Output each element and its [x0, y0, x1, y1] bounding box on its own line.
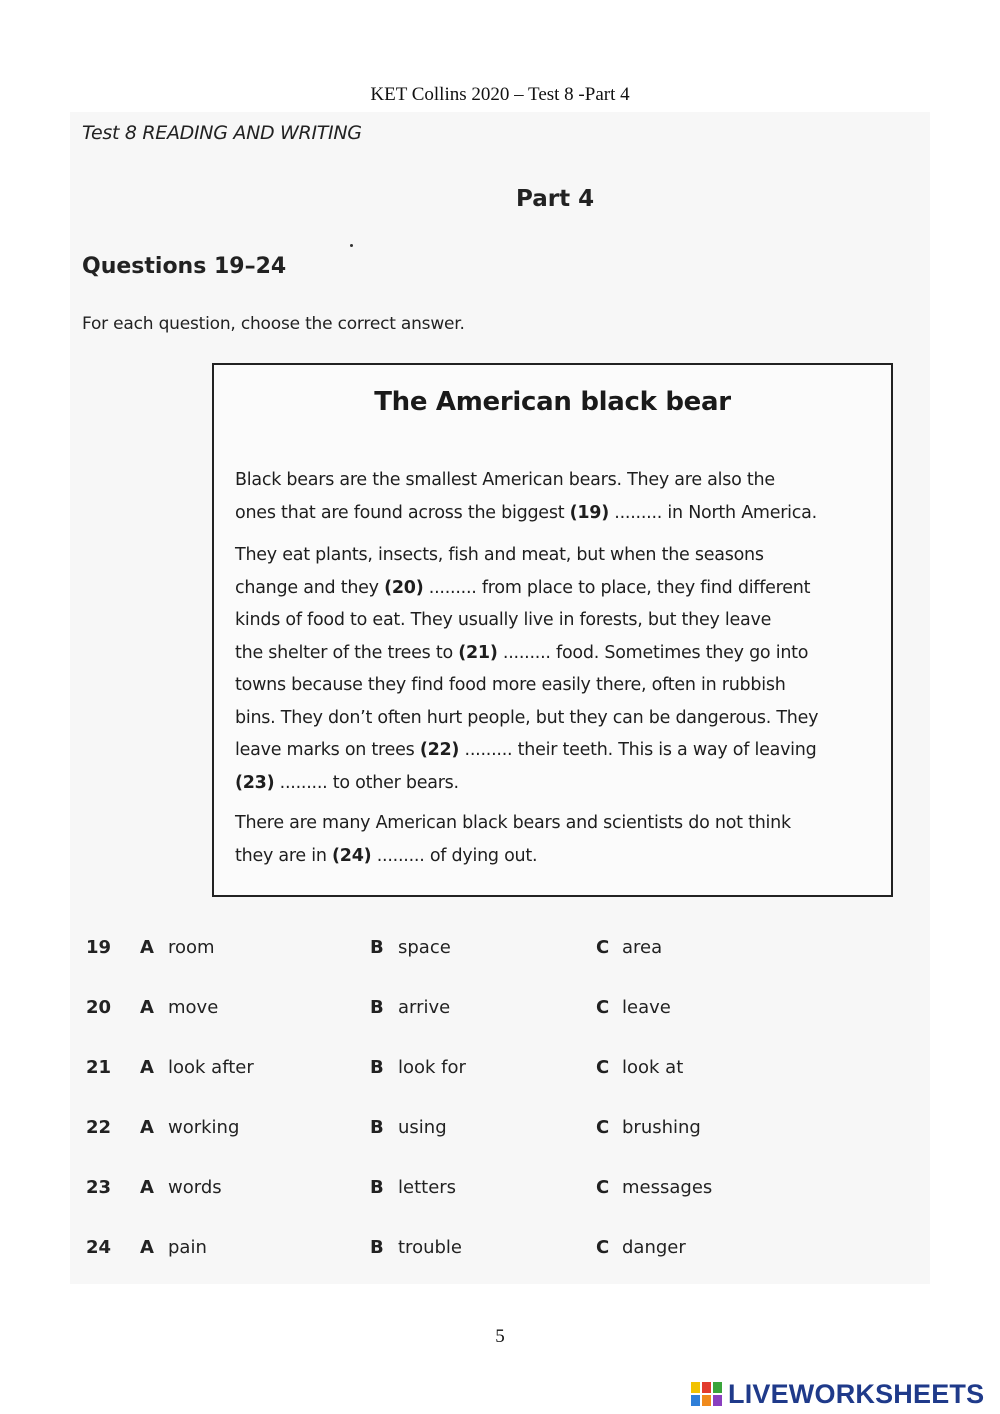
- option-a[interactable]: working: [168, 1117, 240, 1138]
- option-letter-c: C: [596, 997, 610, 1018]
- question-row-21: [0, 1057, 1000, 1087]
- option-letter-a: A: [140, 1177, 154, 1198]
- passage-line: Black bears are the smallest American bears. They are also the: [235, 470, 775, 490]
- option-letter-a: A: [140, 937, 154, 958]
- option-a[interactable]: words: [168, 1177, 222, 1198]
- option-c[interactable]: look at: [622, 1057, 684, 1078]
- option-b[interactable]: look for: [398, 1057, 466, 1078]
- option-b[interactable]: arrive: [398, 997, 451, 1018]
- passage-line: the shelter of the trees to: [235, 642, 459, 663]
- passage-paragraph-1: [235, 464, 875, 529]
- passage-line: ......... food. Sometimes they go into: [497, 642, 809, 663]
- passage-line: they are in: [235, 845, 333, 866]
- gap-19: (19): [569, 502, 609, 523]
- option-letter-b: B: [370, 1117, 384, 1138]
- passage-line: ......... to other bears.: [274, 772, 459, 793]
- question-row-23: [0, 1177, 1000, 1207]
- option-letter-b: B: [370, 997, 384, 1018]
- option-c[interactable]: danger: [622, 1237, 686, 1258]
- question-number: 20: [86, 997, 112, 1018]
- option-a[interactable]: pain: [168, 1237, 207, 1258]
- option-b[interactable]: space: [398, 937, 451, 958]
- scan-speck: [350, 244, 353, 247]
- option-a[interactable]: move: [168, 997, 219, 1018]
- option-letter-c: C: [596, 1177, 610, 1198]
- questions-heading: Questions 19–24: [82, 254, 287, 279]
- question-row-22: [0, 1117, 1000, 1147]
- option-a[interactable]: look after: [168, 1057, 254, 1078]
- option-letter-b: B: [370, 1057, 384, 1078]
- section-label: Test 8 READING AND WRITING: [82, 122, 362, 144]
- option-letter-c: C: [596, 1057, 610, 1078]
- instruction-text: For each question, choose the correct answer.: [82, 314, 465, 334]
- passage-line: They eat plants, insects, fish and meat, but when the seasons: [235, 545, 764, 565]
- option-letter-b: B: [370, 1177, 384, 1198]
- passage-line: bins. They don’t often hurt people, but they can be dangerous. They: [235, 707, 819, 728]
- option-b[interactable]: trouble: [398, 1237, 462, 1258]
- option-letter-c: C: [596, 937, 610, 958]
- option-letter-a: A: [140, 1117, 154, 1138]
- question-number: 21: [86, 1057, 112, 1078]
- passage-paragraph-3: [235, 807, 875, 872]
- option-letter-c: C: [596, 1117, 610, 1138]
- option-letter-a: A: [140, 997, 154, 1018]
- option-letter-c: C: [596, 1237, 610, 1258]
- watermark-text: LIVEWORKSHEETS: [728, 1378, 985, 1409]
- gap-24: (24): [332, 845, 372, 866]
- passage-paragraph-2: [235, 539, 875, 799]
- option-c[interactable]: brushing: [622, 1117, 701, 1138]
- passage-line: leave marks on trees: [235, 740, 420, 760]
- page-number: 5: [495, 1326, 505, 1347]
- option-b[interactable]: letters: [398, 1177, 457, 1198]
- passage-line: change and they: [235, 577, 385, 598]
- option-c[interactable]: leave: [622, 997, 671, 1018]
- question-number: 22: [86, 1117, 112, 1138]
- option-letter-a: A: [140, 1237, 154, 1258]
- option-b[interactable]: using: [398, 1117, 447, 1138]
- passage-line: There are many American black bears and scientists do not think: [235, 813, 791, 833]
- option-c[interactable]: messages: [622, 1177, 713, 1198]
- passage-line: ......... from place to place, they find different: [423, 577, 811, 598]
- question-number: 19: [86, 937, 112, 958]
- passage-line: ......... their teeth. This is a way of leaving: [459, 740, 817, 760]
- question-row-20: [0, 997, 1000, 1027]
- option-letter-a: A: [140, 1057, 154, 1078]
- question-number: 23: [86, 1177, 112, 1198]
- option-c[interactable]: area: [622, 937, 663, 958]
- option-letter-b: B: [370, 937, 384, 958]
- part-heading: Part 4: [516, 186, 595, 212]
- document-header-title: KET Collins 2020 – Test 8 -Part 4: [370, 84, 630, 105]
- liveworksheets-watermark[interactable]: [690, 1374, 984, 1414]
- option-letter-b: B: [370, 1237, 384, 1258]
- passage-line: ones that are found across the biggest: [235, 502, 570, 523]
- liveworksheets-logo-icon: [690, 1380, 724, 1408]
- passage-line: kinds of food to eat. They usually live in forests, but they leave: [235, 610, 772, 630]
- gap-22: (22): [419, 740, 460, 760]
- passage-title: The American black bear: [374, 387, 731, 417]
- question-row-19: [0, 937, 1000, 967]
- question-number: 24: [86, 1237, 112, 1258]
- gap-21: (21): [458, 642, 498, 663]
- gap-23: (23): [235, 772, 275, 793]
- gap-20: (20): [384, 577, 424, 598]
- passage-line: ......... in North America.: [608, 502, 817, 523]
- question-row-24: [0, 1237, 1000, 1267]
- passage-line: ......... of dying out.: [371, 845, 538, 866]
- option-a[interactable]: room: [168, 937, 215, 958]
- passage-box: [212, 363, 893, 897]
- passage-line: towns because they find food more easily there, often in rubbish: [235, 675, 786, 695]
